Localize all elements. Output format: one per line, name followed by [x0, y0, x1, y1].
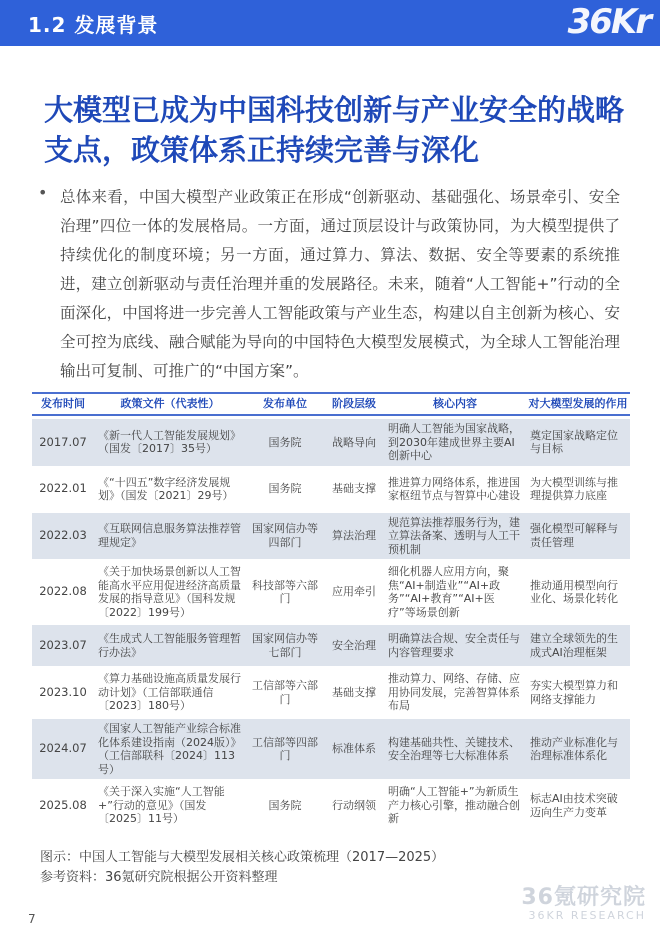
- header-content: 核心内容: [384, 392, 526, 416]
- cell-role: 奠定国家战略定位与目标: [526, 419, 630, 466]
- cell-unit: 科技部等六部门: [246, 562, 324, 622]
- header-date: 发布时间: [32, 392, 94, 416]
- cell-doc: 《互联网信息服务算法推荐管理规定》: [94, 513, 246, 560]
- policy-table-grid: [32, 389, 630, 832]
- table-row: [32, 469, 630, 510]
- research-watermark: [521, 880, 646, 922]
- brand-logo: 36Kr: [567, 2, 650, 42]
- cell-date: 2022.08: [32, 562, 94, 622]
- cell-level: 安全治理: [324, 625, 384, 666]
- cell-level: 基础支撑: [324, 669, 384, 716]
- main-title: 大模型已成为中国科技创新与产业安全的战略支点，政策体系正持续完善与深化: [44, 93, 625, 167]
- watermark-line-1: 36氪研究院: [521, 885, 646, 910]
- cell-doc: 《关于深入实施“人工智能+”行动的意见》（国发〔2025〕11号）: [94, 782, 246, 829]
- cell-unit: 国务院: [246, 469, 324, 510]
- header-unit: 发布单位: [246, 392, 324, 416]
- cell-date: 2023.10: [32, 669, 94, 716]
- cell-role: 标志AI由技术突破迈向生产力变革: [526, 782, 630, 829]
- cell-level: 战略导向: [324, 419, 384, 466]
- cell-content: 明确“人工智能+”为新质生产力核心引擎，推动融合创新: [384, 782, 526, 829]
- cell-level: 基础支撑: [324, 469, 384, 510]
- cell-unit: 国务院: [246, 782, 324, 829]
- cell-doc: 《新一代人工智能发展规划》（国发〔2017〕35号）: [94, 419, 246, 466]
- summary-text: 总体来看，中国大模型产业政策正在形成“创新驱动、基础强化、场景牵引、安全治理”四位一体的发展格局。一方面，通过顶层设计与政策协同，为大模型提供了持续优化的制度环境；另一方面，通过算力、算法、数据、安全等要素的系统推进，建立创新驱动与责任治理并重的发展路径。未来，随着“人工智能+”行动的全面深化，中国将进一步完善人工智能政策与产业生态，构建以自主创新为核心、安全可控为底线、融合赋能为导向的中国特色大模型发展模式，为全球人工智能治理输出可复制、可推广的“中国方案”。: [60, 188, 620, 380]
- cell-doc: 《国家人工智能产业综合标准化体系建设指南（2024版）》（工信部联科〔2024〕113号）: [94, 719, 246, 779]
- header-role: 对大模型发展的作用: [526, 392, 630, 416]
- table-row: [32, 669, 630, 716]
- cell-date: 2022.03: [32, 513, 94, 560]
- cell-date: 2024.07: [32, 719, 94, 779]
- cell-unit: 工信部等四部门: [246, 719, 324, 779]
- source-note: 参考资料：36氪研究院根据公开资料整理: [40, 870, 278, 885]
- table-row: [32, 719, 630, 779]
- section-title: 1.2 发展背景: [28, 13, 159, 37]
- header-doc: 政策文件（代表性）: [94, 392, 246, 416]
- cell-date: 2023.07: [32, 625, 94, 666]
- table-row: [32, 625, 630, 666]
- table-header-row: [32, 392, 630, 416]
- page-header: [0, 0, 660, 46]
- cell-unit: 工信部等六部门: [246, 669, 324, 716]
- table-row: [32, 562, 630, 622]
- policy-table: [32, 389, 630, 832]
- page-number: 7: [28, 912, 36, 926]
- cell-role: 建立全球领先的生成式AI治理框架: [526, 625, 630, 666]
- cell-level: 应用牵引: [324, 562, 384, 622]
- cell-content: 规范算法推荐服务行为，建立算法备案、透明与人工干预机制: [384, 513, 526, 560]
- cell-unit: 国家网信办等七部门: [246, 625, 324, 666]
- cell-date: 2022.01: [32, 469, 94, 510]
- table-row: [32, 782, 630, 829]
- cell-date: 2017.07: [32, 419, 94, 466]
- watermark-line-2: 36KR RESEARCH: [528, 909, 646, 922]
- cell-role: 推动产业标准化与治理标准体系化: [526, 719, 630, 779]
- cell-content: 细化机器人应用方向，聚焦“AI+制造业”“AI+政务”“AI+教育”“AI+医疗”等场景创新: [384, 562, 526, 622]
- cell-role: 推动通用模型向行业化、场景化转化: [526, 562, 630, 622]
- table-row: [32, 513, 630, 560]
- cell-content: 明确算法合规、安全责任与内容管理要求: [384, 625, 526, 666]
- cell-doc: 《算力基础设施高质量发展行动计划》（工信部联通信〔2023〕180号）: [94, 669, 246, 716]
- cell-content: 推进算力网络体系，推进国家枢纽节点与智算中心建设: [384, 469, 526, 510]
- cell-unit: 国家网信办等四部门: [246, 513, 324, 560]
- table-row: [32, 419, 630, 466]
- cell-role: 强化模型可解释与责任管理: [526, 513, 630, 560]
- cell-content: 推动算力、网络、存储、应用协同发展，完善智算体系布局: [384, 669, 526, 716]
- bullet-dot-icon: •: [38, 183, 48, 202]
- cell-content: 明确人工智能为国家战略，到2030年建成世界主要AI创新中心: [384, 419, 526, 466]
- cell-level: 行动纲领: [324, 782, 384, 829]
- cell-level: 标准体系: [324, 719, 384, 779]
- cell-unit: 国务院: [246, 419, 324, 466]
- cell-role: 为大模型训练与推理提供算力底座: [526, 469, 630, 510]
- cell-doc: 《“十四五”数字经济发展规划》（国发〔2021〕29号）: [94, 469, 246, 510]
- header-level: 阶段层级: [324, 392, 384, 416]
- cell-role: 夯实大模型算力和网络支撑能力: [526, 669, 630, 716]
- cell-doc: 《生成式人工智能服务管理暂行办法》: [94, 625, 246, 666]
- cell-level: 算法治理: [324, 513, 384, 560]
- cell-content: 构建基础共性、关键技术、安全治理等七大标准体系: [384, 719, 526, 779]
- cell-doc: 《关于加快场景创新以人工智能高水平应用促进经济高质量发展的指导意见》（国科发规〔2022〕199号）: [94, 562, 246, 622]
- figure-caption: 图示：中国人工智能与大模型发展相关核心政策梳理（2017—2025）: [40, 850, 445, 865]
- summary-bullet: [38, 183, 620, 386]
- cell-date: 2025.08: [32, 782, 94, 829]
